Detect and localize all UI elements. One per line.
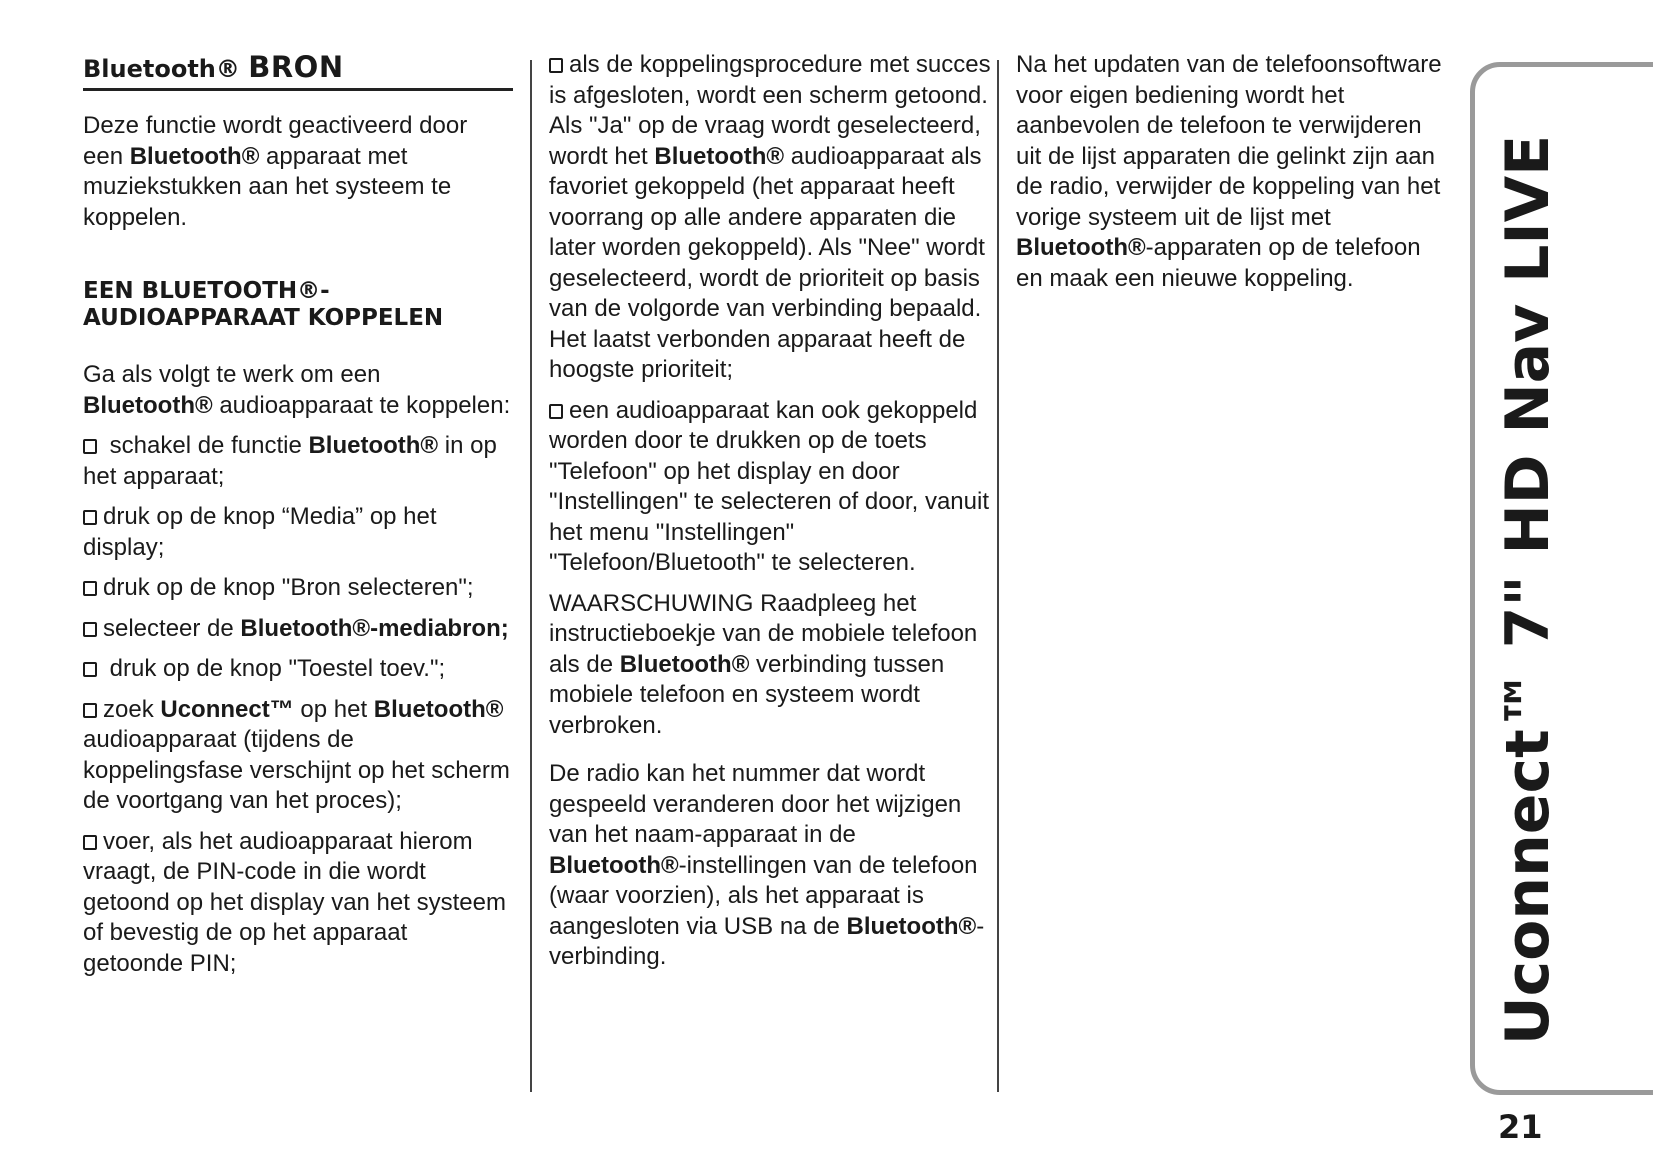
steps-intro [83, 360, 513, 421]
text: in op het apparaat; [83, 432, 497, 490]
text-bold: Bluetooth® [549, 851, 679, 879]
heading-part: BRON [248, 50, 344, 84]
checkbox-bullet-icon [83, 510, 97, 525]
text-bold: Bluetooth® [654, 142, 785, 170]
text: druk op de knop "Toestel toev."; [103, 655, 446, 682]
text: schakel de functie [103, 432, 309, 459]
text: -apparaten op de telefoon en maak een nieuwe koppeling. [1016, 234, 1421, 292]
column-1 [83, 50, 513, 989]
text: audioapparaat (tijdens de koppelingsfase verschijnt op het scherm de voortgang van het proces); [83, 726, 510, 814]
column-3 [1016, 50, 1446, 304]
text: voer, als het audioapparaat hierom vraagt, de PIN-code in die wordt getoond op het display van het systeem of bevestig de op het apparaat getoonde PIN; [83, 827, 506, 977]
list-item [83, 502, 513, 563]
text: een audioapparaat kan ook gekoppeld worden door te drukken op de toets "Telefoon" op het display en door "Instellingen" te selecteren of door, vanuit het menu "Instellingen" "Telefoon/Bluetooth" te selecteren. [549, 396, 989, 576]
text: zoek [103, 695, 161, 723]
chapter-title: Uconnect™ 7" HD Nav LIVE [1493, 134, 1563, 1046]
radio-paragraph [549, 759, 994, 973]
checkbox-bullet-icon [83, 439, 97, 454]
text: op het [293, 695, 374, 723]
checkbox-bullet-icon [83, 835, 97, 850]
text: Na het updaten van de telefoonsoftware voor eigen bediening wordt het aanbevolen de telefoon te verwijderen uit de lijst apparaten die gelinkt zijn aan de radio, verwijder de koppeling van het vorige systeem uit de lijst met [1016, 51, 1442, 231]
text: als de koppelingsprocedure met succes is afgesloten, wordt een scherm getoond. Als "Ja" op de vraag wordt geselecteerd, wordt het [549, 51, 991, 170]
text-bold: Bluetooth® [308, 432, 439, 459]
text: Deze functie wordt geactiveerd door een [83, 112, 468, 170]
list-item [83, 827, 513, 980]
text: apparaat met muziekstukken aan het systeem te koppelen. [83, 142, 452, 231]
column-divider [997, 60, 999, 1092]
list-item [549, 50, 994, 386]
text-bold: Bluetooth®-mediabron; [240, 614, 509, 642]
warning-paragraph [549, 589, 994, 742]
text: -verbinding. [549, 912, 985, 970]
column-divider [530, 60, 532, 1092]
text: De radio kan het nummer dat wordt gespeeld veranderen door het wijzigen van het naam-apparaat in de [549, 760, 962, 848]
text: druk op de knop “Media” op het display; [83, 503, 437, 561]
text: WAARSCHUWING Raadpleeg het instructieboekje van de mobiele telefoon als de [549, 589, 978, 678]
column-2 [549, 50, 994, 983]
text: audioapparaat te koppelen: [212, 391, 511, 419]
checkbox-bullet-icon [83, 703, 97, 718]
checkbox-bullet-icon [83, 662, 97, 677]
update-paragraph [1016, 50, 1446, 294]
list-item [549, 396, 994, 579]
text: verbinding tussen mobiele telefoon en systeem wordt verbroken. [549, 650, 945, 739]
text-bold: Bluetooth® [373, 695, 504, 723]
list-item [83, 614, 513, 645]
text: Ga als volgt te werk om een [83, 361, 381, 388]
text-bold: Bluetooth® [83, 391, 213, 419]
checkbox-bullet-icon [549, 58, 563, 73]
list-item [83, 431, 513, 492]
text-bold: Bluetooth® [846, 912, 977, 940]
text: druk op de knop "Bron selecteren"; [103, 574, 474, 601]
checkbox-bullet-icon [83, 581, 97, 596]
text-bold: Bluetooth® [129, 142, 260, 170]
list-item [83, 695, 513, 817]
intro-paragraph [83, 111, 513, 233]
text: selecteer de [103, 614, 241, 642]
subsection-heading: EEN BLUETOOTH®-AUDIOAPPARAAT KOPPELEN [83, 278, 444, 331]
text: audioapparaat als favoriet gekoppeld (het apparaat heeft voorrang op alle andere apparaten die later worden gekoppeld). Als "Nee" wordt geselecteerd, wordt de prioriteit op basis van de volgorde van verbinding bepaald. Het laatst verbonden apparaat heeft de hoogste prioriteit; [549, 142, 985, 383]
list-item [83, 573, 513, 604]
list-item [83, 654, 513, 685]
heading-part: Bluetooth® [83, 55, 240, 83]
text: -instellingen van de telefoon (waar voorzien), als het apparaat is aangesloten via USB na de [549, 851, 978, 940]
text-bold: Bluetooth® [1016, 234, 1146, 261]
section-heading [83, 50, 513, 91]
page-number: 21 [1498, 1108, 1543, 1146]
text-bold: Bluetooth® [619, 650, 750, 678]
checkbox-bullet-icon [83, 622, 97, 637]
text-bold: Uconnect™ [160, 695, 294, 723]
checkbox-bullet-icon [549, 404, 563, 419]
